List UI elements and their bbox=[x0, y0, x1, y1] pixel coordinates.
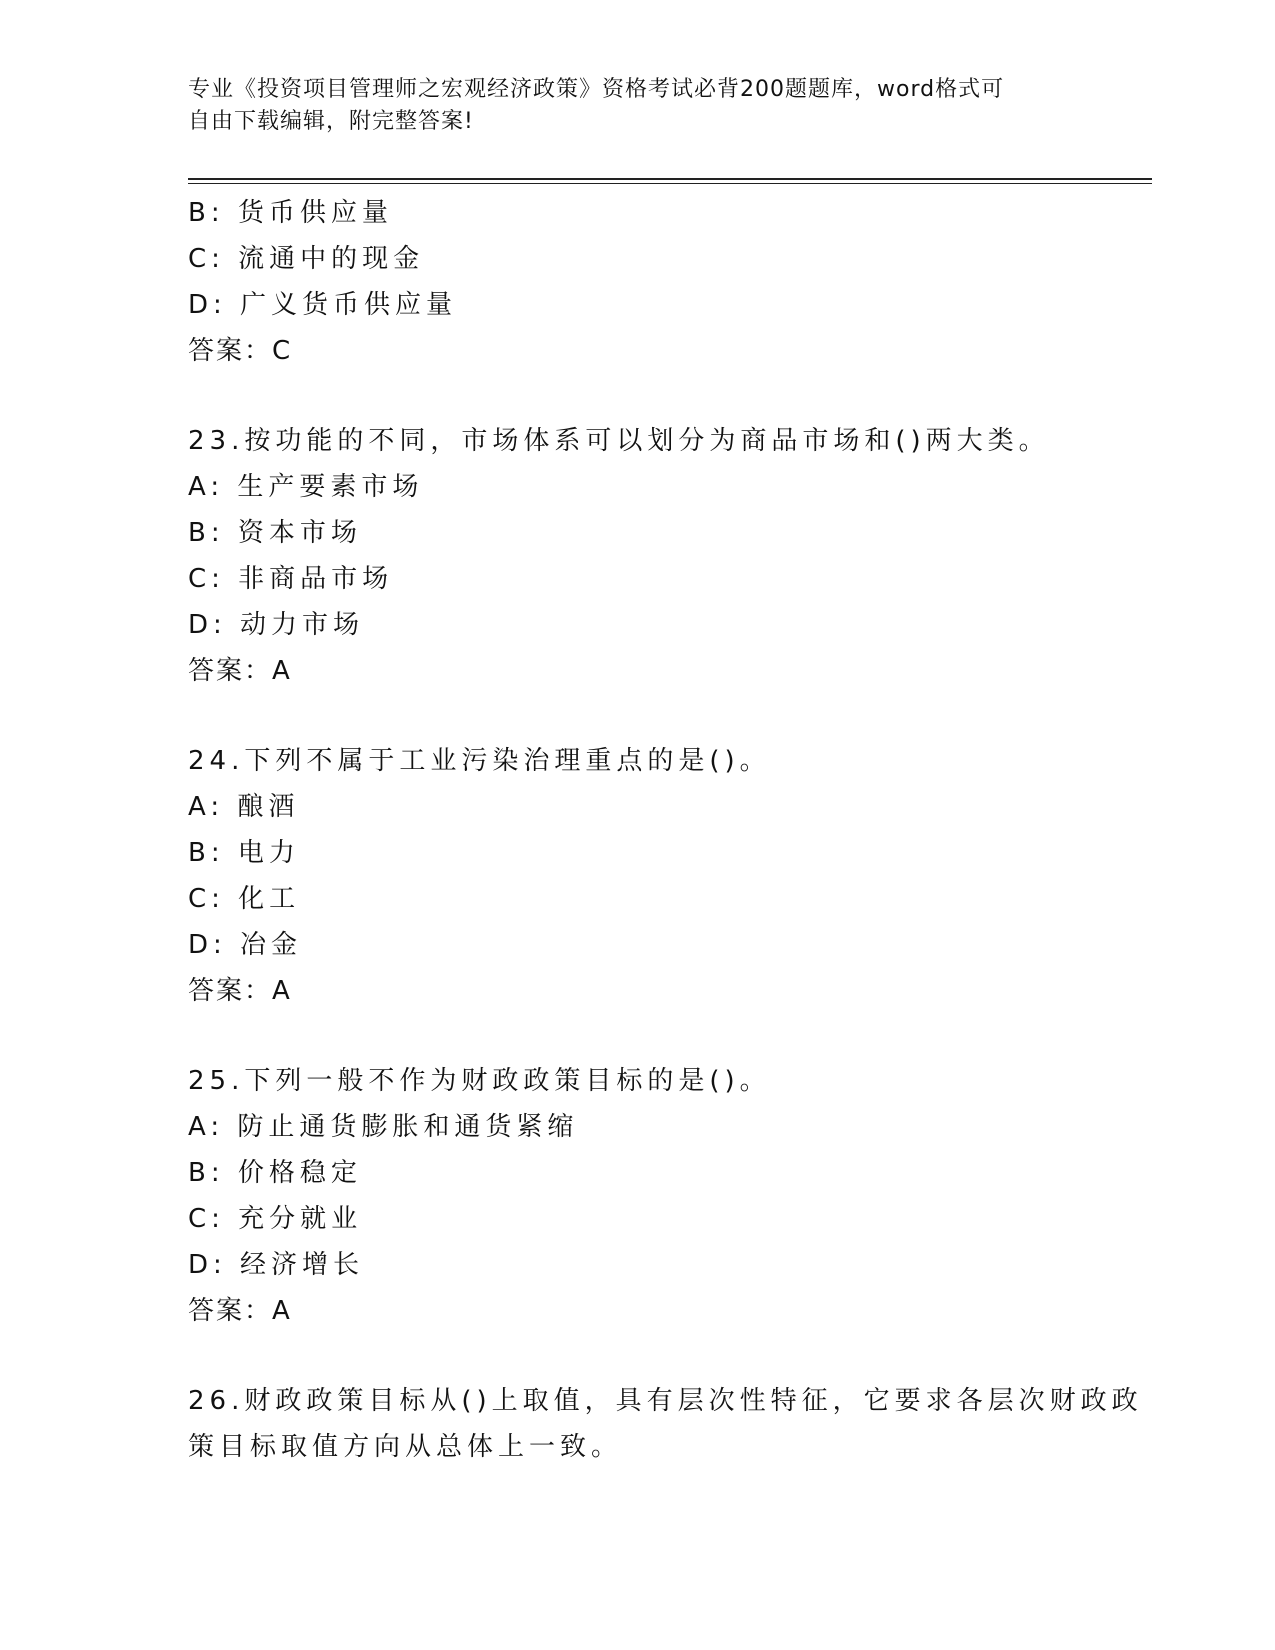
question-23-block bbox=[188, 418, 1088, 694]
question-text-line-2: 策目标取值方向从总体上一致。 bbox=[188, 1432, 623, 1462]
spacer bbox=[188, 374, 1088, 418]
document-header bbox=[188, 74, 1068, 138]
answer-line: 答案：A bbox=[188, 1296, 292, 1326]
answer-line: 答案：A bbox=[188, 656, 292, 686]
spacer bbox=[188, 1334, 1088, 1378]
option-c: C: 化工 bbox=[188, 884, 301, 914]
option-b: B: 电力 bbox=[188, 838, 300, 868]
option-d: D: 动力市场 bbox=[188, 610, 365, 640]
question-text: 24.下列不属于工业污染治理重点的是()。 bbox=[188, 746, 771, 776]
option-c: C: 流通中的现金 bbox=[188, 244, 425, 274]
answer-line: 答案：A bbox=[188, 976, 292, 1006]
question-22-block bbox=[188, 190, 1088, 374]
option-a: A: 生产要素市场 bbox=[188, 472, 424, 502]
answer-line: 答案：C bbox=[188, 336, 293, 366]
spacer bbox=[188, 694, 1088, 738]
question-26-block bbox=[188, 1378, 1143, 1470]
question-text: 25.下列一般不作为财政政策目标的是()。 bbox=[188, 1066, 771, 1096]
option-d: D: 经济增长 bbox=[188, 1250, 365, 1280]
option-b: B: 价格稳定 bbox=[188, 1158, 362, 1188]
header-rule-thin bbox=[188, 183, 1152, 184]
option-a: A: 防止通货膨胀和通货紧缩 bbox=[188, 1112, 579, 1142]
question-24-block bbox=[188, 738, 1088, 1014]
spacer bbox=[188, 1014, 1088, 1058]
option-c: C: 充分就业 bbox=[188, 1204, 363, 1234]
option-d: D: 广义货币供应量 bbox=[188, 290, 458, 320]
question-25-block bbox=[188, 1058, 1088, 1334]
header-line-1: 专业《投资项目管理师之宏观经济政策》资格考试必背200题题库，word格式可 bbox=[188, 77, 1005, 102]
question-text-line-1: 26.财政政策目标从()上取值，具有层次性特征，它要求各层次财政政 bbox=[188, 1386, 1143, 1416]
header-line-2: 自由下载编辑，附完整答案! bbox=[188, 109, 474, 134]
option-b: B: 资本市场 bbox=[188, 518, 362, 548]
option-d: D: 冶金 bbox=[188, 930, 303, 960]
option-a: A: 酿酒 bbox=[188, 792, 300, 822]
question-list bbox=[188, 190, 1143, 1470]
header-rule-thick bbox=[188, 178, 1152, 180]
question-text: 23.按功能的不同，市场体系可以划分为商品市场和()两大类。 bbox=[188, 426, 1050, 456]
option-b: B: 货币供应量 bbox=[188, 198, 393, 228]
option-c: C: 非商品市场 bbox=[188, 564, 394, 594]
